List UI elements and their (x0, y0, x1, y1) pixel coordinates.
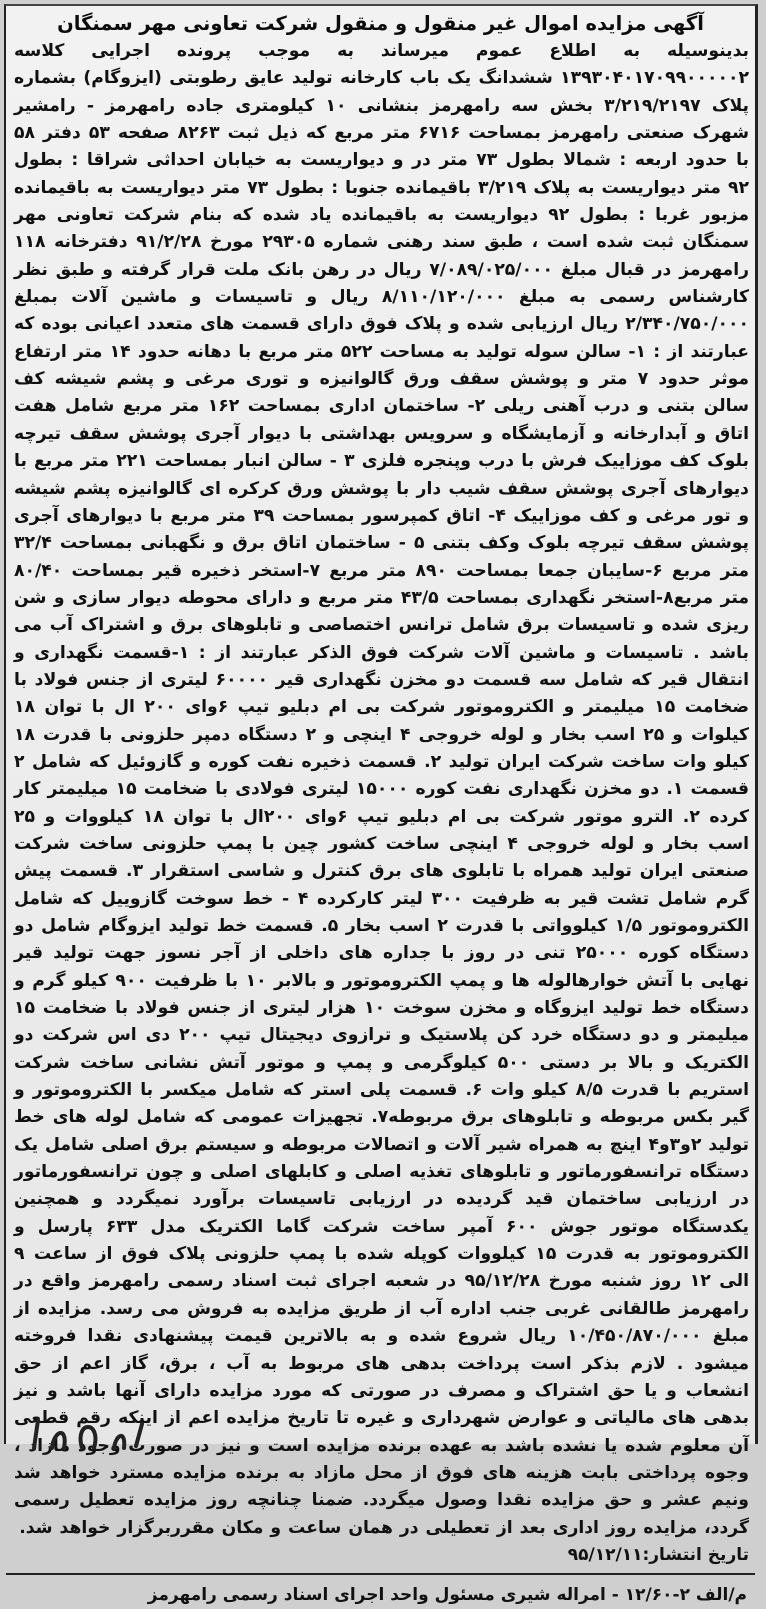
notice-body: بدینوسیله به اطلاع عموم میرساند به موجب پرونده اجرایی کلاسه ۱۳۹۳۰۴۰۱۷۰۹۹۰۰۰۰۰۲ ششدانگ یک باب کارخانه تولید عایق رطوبتی (ایزوگام) بشماره پلاک ۳/۲۱۹/۲۱۹۷ بخش سه رامهرمز بنشانی ۱۰ کیلومتری جاده رامهرمز - رامشیر شهرک صنعتی رامهرمز بمساحت ۶۷۱۶ متر مربع که ذیل ثبت ۸۲۶۳ صفحه ۵۳ دفتر ۵۸ با حدود اربعه : شمالا بطول ۷۳ متر در و دیواریست به خیابان احداثی شراقا : بطول ۹۲ متر دیواریست به پلاک ۳/۲۱۹ باقیمانده جنوبا : بطول ۷۳ متر دیواریست به باقیمانده مزبور غربا : بطول ۹۲ دیواریست به باقیمانده یاد شده که بنام شرکت تعاونی مهر سمنگان ثبت شده است ، طبق سند رهنی شماره ۲۹۳۰۵ مورخ ۹۱/۲/۲۸ دفترخانه ۱۱۸ رامهرمز در قبال مبلغ ۷/۰۸۹/۰۲۵/۰۰۰ ریال در رهن بانک ملت قرار گرفته و طبق نظر کارشناس رسمی به مبلغ ۸/۱۱۰/۱۲۰/۰۰۰ ریال و تاسیسات و ماشین آلات بمبلغ ۲/۳۴۰/۷۵۰/۰۰۰ ریال ارزیابی شده و پلاک فوق دارای قسمت های متعدد اعیانی بوده که عبارتند از : ۱- سالن سوله تولید به مساحت ۵۲۲ متر مربع با دهانه حدود ۱۴ متر ارتفاع موثر حدود ۷ متر و پوشش سقف ورق گالوانیزه و توری مرغی و پشم شیشه کف سالن بتنی و درب آهنی ریلی ۲- ساختمان اداری بمساحت ۱۶۲ متر مربع شامل هفت اتاق و آبدارخانه و آزمایشگاه و سرویس بهداشتی با دیوار آجری پوشش سقف تیرچه بلوک کف موزاییک فرش با درب وپنجره فلزی ۳ - سالن انبار بمساحت ۲۲۱ متر مربع با دیوارهای آجری پوشش سقف شیب دار با پوشش ورق کرکره ای گالوانیزه پشم شیشه و تور مرغی و کف موزاییک ۴- اتاق کمپرسور بمساحت ۳۹ متر مربع با دیوارهای آجری پوشش سقف تیرچه بلوک وکف بتنی ۵ - ساختمان اتاق برق و نگهبانی بمساحت ۳۲/۴ متر مربع ۶-سایبان جمعا بمساحت ۸۹۰ متر مربع ۷-استخر ذخیره قیر بمساحت ۸۰/۴۰ متر مربع۸-استخر نگهداری بمساحت ۴۳/۵ متر مربع و دارای محوطه دیوار سازی و شن ریزی شده و تاسیسات برق شامل ترانس اختصاصی و تابلوهای برق و اشتراک آب می باشد . تاسیسات و ماشین آلات شرکت فوق الذکر عبارتند از : ۱-قسمت نگهداری و انتقال قیر که شامل سه قسمت دو مخزن نگهداری قیر ۶۰۰۰۰ لیتری از جنس فولاد با ضخامت ۱۵ میلیمتر و الکتروموتور شرکت بی ام دبلیو تیپ ۶وای ۲۰۰ ال با توان ۱۸ کیلوات و ۲۵ اسب بخار و لوله خروجی ۴ اینچی و ۲ دستگاه دمپر حلزونی با قدرت ۱۸ کیلو وات ساخت شرکت ایران تولید ۲. قسمت ذخیره نفت کوره و گازوئیل که شامل ۲ قسمت ۱. دو مخزن نگهداری نفت کوره ۱۵۰۰۰ لیتری فولادی با ضخامت ۱۵ میلیمتر کار کرده ۲. الترو موتور شرکت بی ام دبلیو تیپ ۶وای ۲۰۰ال با توان ۱۸ کیلووات و ۲۵ اسب بخار و لوله خروجی ۴ اینچی ساخت کشور چین با پمپ حلزونی ساخت شرکت صنعتی ایران تولید همراه با تابلوی های برق کنترل و شاسی استقرار ۳. قسمت پیش گرم شامل تشت قیر به ظرفیت ۳۰۰ لیتر کارکرده ۴ - خط سوخت گازوییل که شامل الکتروموتور ۱/۵ کیلوواتی با قدرت ۲ اسب بخار ۵. قسمت خط تولید ایزوگام شامل دو دستگاه کوره ۲۵۰۰۰ تنی در روز با جداره های داخلی از آجر نسوز جهت تولید قیر نهایی با آتش خوارهالوله ها و پمپ الکتروموتور و بالابر ۱۰ با ظرفیت ۹۰۰ کیلو گرم و دستگاه خط تولید ایزوگاه و مخزن سوخت ۱۰ هزار لیتری از جنس فولاد با ضخامت ۱۵ میلیمتر و دو دستگاه خرد کن پلاستیک و ترازوی دیجیتال تیپ ۲۰۰ دی اس شرکت دو الکتریک و بالا بر دستی ۵۰۰ کیلوگرمی و پمپ و موتور آتش نشانی ساخت شرکت استریم با قدرت ۸/۵ کیلو وات ۶. قسمت پلی استر که شامل میکسر با الکتروموتور و گیر بکس مربوطه و تابلوهای برق مربوطه۷. تجهیزات عمومی که شامل لوله های خط تولید ۲و۳و۴ اینچ به همراه شیر آلات و اتصالات مربوطه و سیستم برق اصلی شامل یک دستگاه ترانسفورماتور و تابلوهای تغذیه اصلی و کابلهای اصلی و چون ترانسفورماتور در ارزیابی ساختمان قید گردیده در ارزیابی تاسیسات برآورد نمیگردد و همچنین یکدستگاه موتور جوش ۶۰۰ آمپر ساخت شرکت گاما الکتریک مدل ۶۳۳ پارسل و الکتروموتور به قدرت ۱۵ کیلووات کوپله شده با پمپ حلزونی پلاک فوق از ساعت ۹ الی ۱۲ روز شنبه مورخ ۹۵/۱۲/۲۸ در شعبه اجرای ثبت اسناد رسمی رامهرمز واقع در رامهرمز طالقانی غربی جنب اداره آب از طریق مزایده به فروش می رسد. مزایده از مبلغ ۱۰/۴۵۰/۸۷۰/۰۰۰ ریال شروع شده و به بالاترین قیمت پیشنهادی نقدا فروخته میشود . لازم بذکر است پرداخت بدهی های مربوط به آب ، برق، گاز اعم از حق انشعاب و یا حق اشتراک و مصرف در صورتی که مورد مزایده دارای آنها باشد و نیز بدهی های مالیاتی و عوارض شهرداری و غیره تا تاریخ مزایده اعم از اینکه رقم قطعی آن معلوم شده یا نشده باشد به عهده برنده مزایده است و نیز در صورت وجود مازاد ، وجوه پرداختی بابت هزینه های فوق از محل مازاد به برنده مزایده مسترد خواهد شد ونیم عشر و حق مزایده نقدا وصول میگردد. ضمنا چنانچه روز مزایده تعطیل رسمی گردد، مزایده روز اداری بعد از تعطیلی در همان ساعت و مکان مقرربرگزار خواهد شد. (14, 41, 750, 1538)
handwritten-mark (24, 1390, 224, 1450)
divider (6, 1573, 755, 1575)
notice-title: آگهی مزایده اموال غیر منقول و منقول شرکت تعاونی مهر سمنگان (57, 12, 704, 35)
auction-notice (4, 4, 758, 1605)
publish-date: تاریخ انتشار:۹۵/۱۲/۱۱ (567, 1544, 749, 1565)
notice-footer: م/الف ۲-۱۲/۶۰ - امراله شیری مسئول واحد اجرای اسناد رسمی رامهرمز (147, 1584, 747, 1605)
